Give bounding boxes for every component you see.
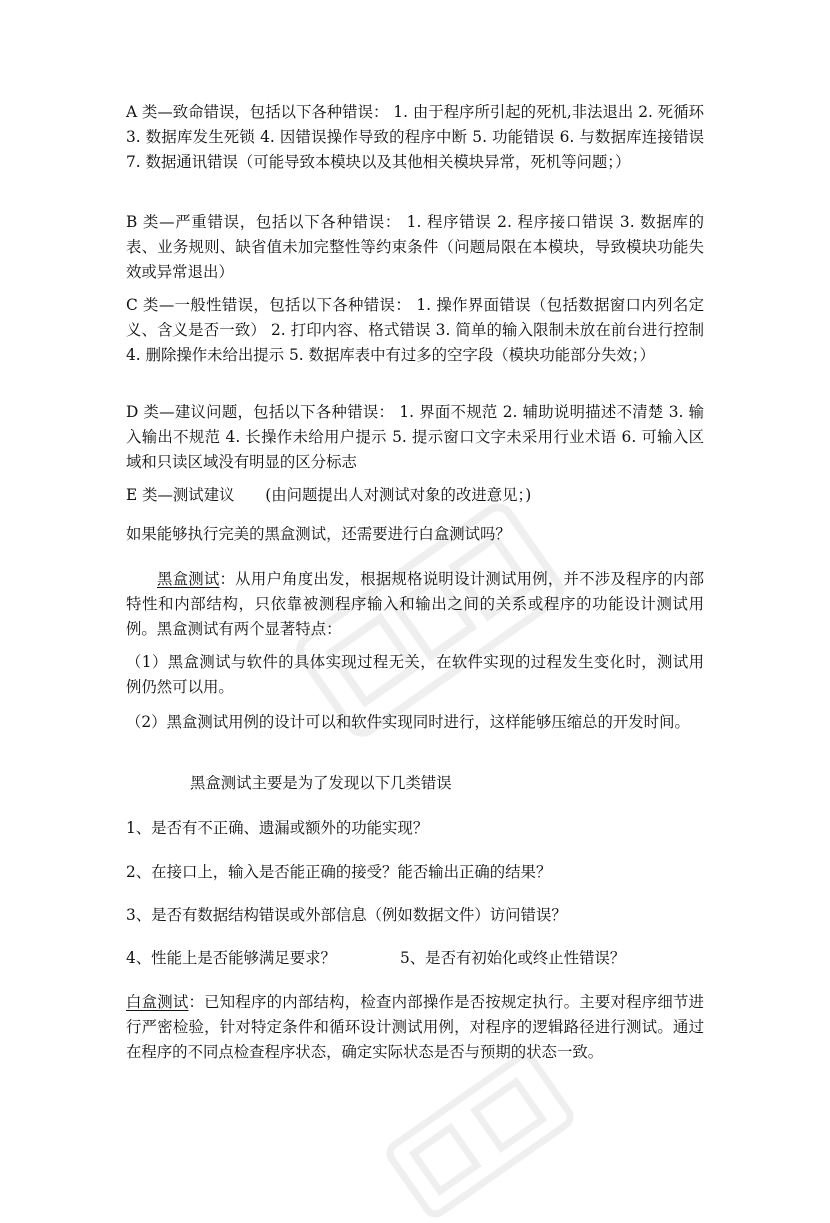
question-heading: 如果能够执行完美的黑盒测试，还需要进行白盒测试吗？ [126,525,511,543]
blackbox-error-item-4: 4、性能上是否能够满足要求？ [126,949,336,967]
blackbox-feature-1: （1）黑盒测试与软件的具体实现过程无关，在软件实现的过程发生变化时，测试用例仍然可以用。 [126,653,704,696]
paragraph-class-d: D 类—建议问题，包括以下各种错误： 1. 界面不规范 2. 辅助说明描述不清楚 3. 输入输出不规范 4. 长操作未给用户提示 5. 提示窗口文字未采用行业术语 6. 可输入区域和只读区域没有明显的区分标志 [126,403,704,471]
whitebox-definition [126,990,704,1065]
blackbox-error-item-3: 3、是否有数据结构错误或外部信息（例如数据文件）访问错误？ [126,906,567,924]
paragraph-class-a: A 类—致命错误，包括以下各种错误： 1. 由于程序所引起的死机,非法退出 2. 死循环 3. 数据库发生死锁 4. 因错误操作导致的程序中断 5. 功能错误 6. 与数据库连接错误 7. 数据通讯错误（可能导致本模块以及其他相关模块异常，死机等问题；） [126,103,704,171]
whitebox-definition-text: ：已知程序的内部结构，检查内部操作是否按规定执行。主要对程序细节进行严密检验，针对特定条件和循环设计测试用例，对程序的逻辑路径进行测试。通过在程序的不同点检查程序状态，确定实际状态是否与预期的状态一致。 [126,993,704,1061]
blackbox-error-item-1: 1、是否有不正确、遗漏或额外的功能实现？ [126,819,429,837]
blackbox-error-item-2: 2、在接口上，输入是否能正确的接受？能否输出正确的结果？ [126,863,552,881]
paragraph-class-b: B 类—严重错误，包括以下各种错误： 1. 程序错误 2. 程序接口错误 3. 数据库的表、业务规则、缺省值未加完整性等约束条件（问题局限在本模块，导致模块功能失效或异常退出） [126,213,704,281]
blackbox-term: 黑盒测试 [157,570,220,588]
blackbox-error-item-5: 5、是否有初始化或终止性错误？ [400,949,626,967]
blackbox-definition-text: ：从用户角度出发，根据规格说明设计测试用例，并不涉及程序的内部特性和内部结构，只依靠被测程序输入和输出之间的关系或程序的功能设计测试用例。黑盒测试有两个显著特点： [126,570,704,638]
watermark-logo-lower [380,1047,579,1223]
blackbox-errors-heading: 黑盒测试主要是为了发现以下几类错误 [190,774,452,792]
blackbox-feature-2: （2）黑盒测试用例的设计可以和软件实现同时进行，这样能够压缩总的开发时间。 [126,713,690,731]
paragraph-class-c: C 类—一般性错误，包括以下各种错误： 1. 操作界面错误（包括数据窗口内列名定义、含义是否一致） 2. 打印内容、格式错误 3. 简单的输入限制未放在前台进行控制 4. 删除操作未给出提示 5. 数据库表中有过多的空字段（模块功能部分失效；） [126,296,704,364]
paragraph-class-e: E 类—测试建议 (由问题提出人对测试对象的改进意见；) [126,486,532,504]
whitebox-term: 白盒测试 [126,993,189,1011]
blackbox-definition [126,567,704,642]
